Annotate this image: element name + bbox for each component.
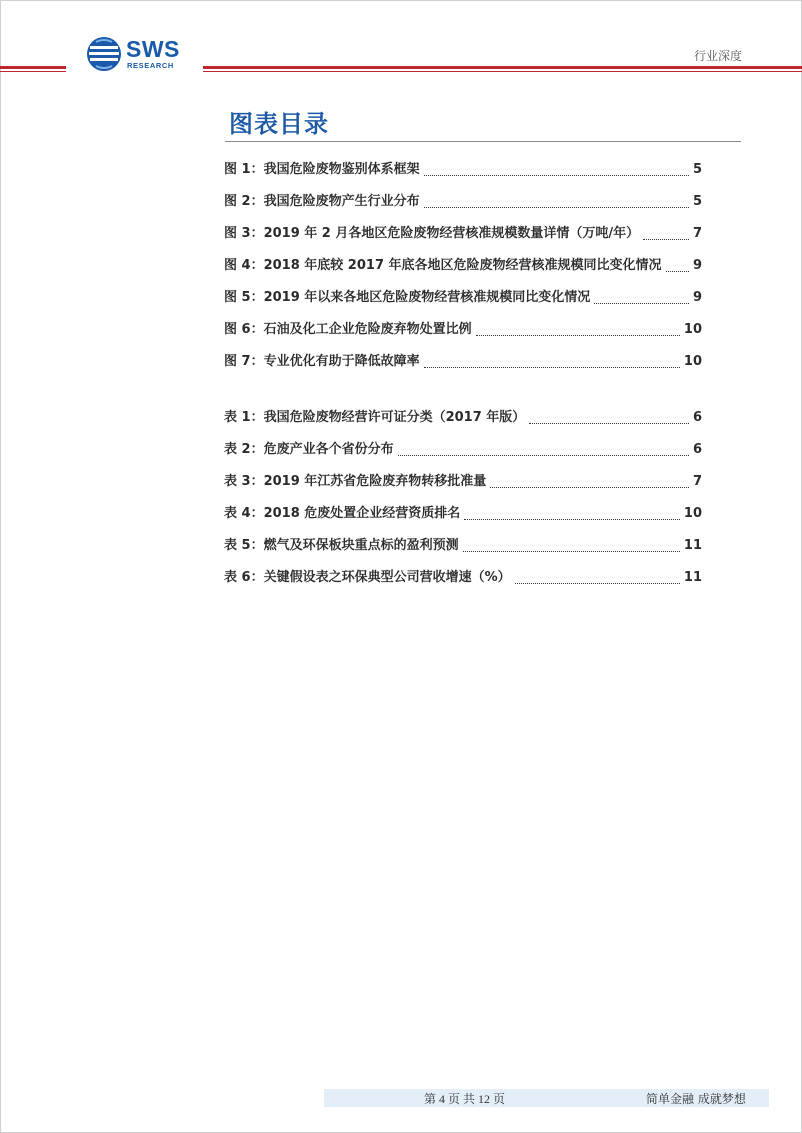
footer-slogan: 简单金融 成就梦想 <box>646 1092 746 1106</box>
toc-entry-label: 表 4：2018 危废处置企业经营资质排名 <box>224 506 461 521</box>
toc-leader-dots <box>666 261 689 272</box>
toc-entry-label: 图 6：石油及化工企业危险废弃物处置比例 <box>224 322 472 337</box>
toc-leader-dots <box>424 165 689 176</box>
toc-entry-label: 图 2：我国危险废物产生行业分布 <box>224 194 420 209</box>
toc-entry-page: 6 <box>692 442 702 457</box>
toc-entry-figure-5[interactable] <box>224 286 702 306</box>
toc-entry-label: 图 5：2019 年以来各地区危险废物经营核准规模同比变化情况 <box>224 290 591 305</box>
toc-leader-dots <box>424 357 680 368</box>
toc-entry-figure-3[interactable] <box>224 222 702 242</box>
header-rule <box>203 66 802 69</box>
toc-leader-dots <box>529 413 689 424</box>
toc-entry-page: 9 <box>692 290 702 305</box>
toc-entry-page: 11 <box>683 570 702 585</box>
sws-logo <box>86 36 196 72</box>
toc-entry-page: 10 <box>683 322 702 337</box>
toc-leader-dots <box>463 541 680 552</box>
toc-entry-label: 表 2：危废产业各个省份分布 <box>224 442 394 457</box>
toc-entry-label: 图 7：专业优化有助于降低故障率 <box>224 354 420 369</box>
toc-entry-label: 表 5：燃气及环保板块重点标的盈利预测 <box>224 538 459 553</box>
toc-leader-dots <box>594 293 689 304</box>
toc-leader-dots <box>643 229 689 240</box>
toc-entry-page: 5 <box>692 194 702 209</box>
toc-entry-page: 9 <box>692 258 702 273</box>
toc-entry-table-4[interactable] <box>224 502 702 522</box>
toc-leader-dots <box>490 477 689 488</box>
logo-subtext: RESEARCH <box>127 61 174 70</box>
toc-entry-label: 表 1：我国危险废物经营许可证分类（2017 年版） <box>224 410 526 425</box>
toc-leader-dots <box>515 573 680 584</box>
toc-entry-table-3[interactable] <box>224 470 702 490</box>
header-rule-thin <box>203 71 802 72</box>
toc-entry-table-1[interactable] <box>224 406 702 426</box>
sws-logo-icon <box>86 36 122 72</box>
toc-entry-table-2[interactable] <box>224 438 702 458</box>
toc-entry-figure-6[interactable] <box>224 318 702 338</box>
toc-entry-page: 10 <box>683 354 702 369</box>
toc-entry-table-5[interactable] <box>224 534 702 554</box>
toc-leader-dots <box>398 445 689 456</box>
toc-entry-page: 7 <box>692 474 702 489</box>
toc-entry-label: 表 6：关键假设表之环保典型公司营收增速（%） <box>224 570 511 585</box>
toc-leader-dots <box>424 197 689 208</box>
page-number: 第 4 页 共 12 页 <box>424 1092 506 1106</box>
page-title: 图表目录 <box>229 110 329 138</box>
toc-entry-figure-2[interactable] <box>224 190 702 210</box>
header-rule <box>0 66 66 69</box>
toc-entry-label: 图 4：2018 年底较 2017 年底各地区危险废物经营核准规模同比变化情况 <box>224 258 662 273</box>
toc-leader-dots <box>476 325 680 336</box>
toc-entry-page: 5 <box>692 162 702 177</box>
toc-entry-figure-1[interactable] <box>224 158 702 178</box>
header-rule-thin <box>0 71 66 72</box>
toc-entry-table-6[interactable] <box>224 566 702 586</box>
toc-entry-figure-4[interactable] <box>224 254 702 274</box>
title-divider <box>225 141 741 142</box>
toc-entry-label: 图 1：我国危险废物鉴别体系框架 <box>224 162 420 177</box>
toc-entry-figure-7[interactable] <box>224 350 702 370</box>
toc-entry-page: 7 <box>692 226 702 241</box>
report-type-label: 行业深度 <box>693 49 742 63</box>
toc-entry-label: 图 3：2019 年 2 月各地区危险废物经营核准规模数量详情（万吨/年） <box>224 226 640 241</box>
logo-text: SWS <box>126 36 180 62</box>
toc-entry-page: 6 <box>692 410 702 425</box>
toc-entry-label: 表 3：2019 年江苏省危险废弃物转移批准量 <box>224 474 487 489</box>
toc-entry-page: 10 <box>683 506 702 521</box>
toc-leader-dots <box>464 509 680 520</box>
toc-entry-page: 11 <box>683 538 702 553</box>
